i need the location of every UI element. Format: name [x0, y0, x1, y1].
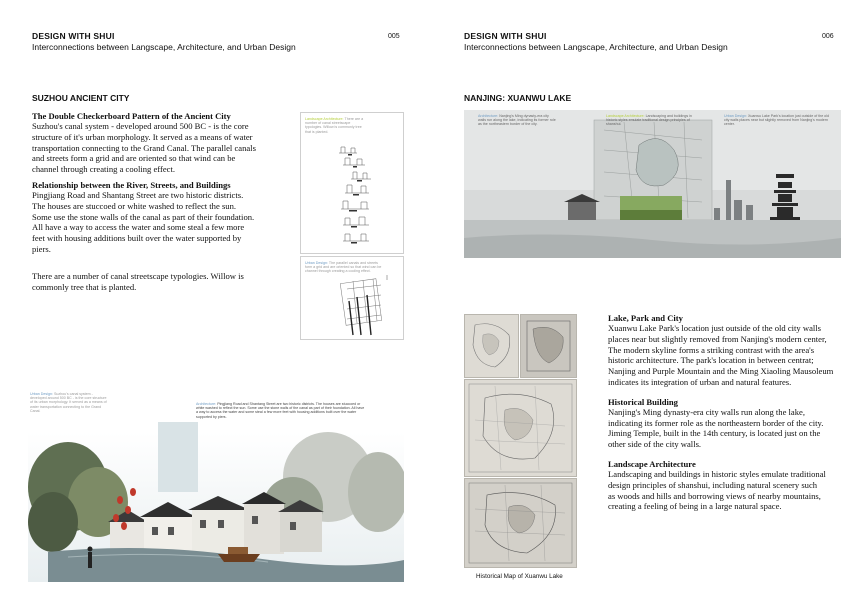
collage-illustration — [28, 392, 404, 582]
block-heading: The Double Checkerboard Pattern of the Ancient City — [32, 111, 231, 121]
text-line: creating a feeling of being in a large natural space. — [608, 501, 782, 512]
streetscape-typology-diagram — [300, 112, 404, 254]
text-line: as woods and hills and borrowing views of nearby mountains, — [608, 490, 821, 501]
text-line: channel through creating a cooling effect. — [32, 164, 176, 175]
plan-note-text: The parallel canals and streets form a grid and are oriented so that wind can be channel through creating a cooling effect. — [305, 261, 382, 274]
text-line: The houses are stuccoed or white washed to reflect the sun. — [32, 200, 237, 211]
historical-map-large — [464, 478, 577, 568]
text-line: and streets form a grid and are oriented so that wind can be — [32, 153, 236, 164]
text-line: indicating its former role as the northeastern border of the city. — [608, 417, 824, 428]
map-sketch — [521, 315, 576, 377]
historical-map-large — [464, 379, 577, 477]
banner-note-1 — [478, 114, 556, 127]
banner-note-text: Xuanwu Lake Park's location just outside of the old city walls places near but slightly removed from Nanjing's modern center. — [724, 114, 829, 127]
plan-note-label: Urban Design: — [305, 261, 328, 265]
collage-arch-note — [196, 402, 366, 419]
banner-note-label: Landscape Architecture: — [606, 114, 645, 118]
banner-note-label: Architecture: — [478, 114, 499, 118]
text-line: The modern skyline forms a striking contrast with the area's — [608, 344, 815, 355]
text-line: Xuanwu Lake Park's location just outside of the old city walls — [608, 323, 822, 333]
text-line: structure of it's urban morphology. It served as a means of water — [32, 131, 253, 142]
block-heading: Historical Building — [608, 396, 678, 407]
text-line: design principles of shanshui, including natural scenery such — [608, 479, 818, 490]
left-section-title: SUZHOU ANCIENT CITY — [32, 93, 130, 103]
right-section-title: NANJING: XUANWU LAKE — [464, 93, 572, 103]
diagram-note-text: There are a number of canal streetscape typologies. Willow is commonly tree that is planted. — [305, 117, 364, 134]
historical-map-thumb — [464, 314, 519, 378]
right-page-number: 006 — [822, 33, 834, 40]
text-line: Suzhou's canal system - developed around 500 BC - is the core — [32, 121, 249, 131]
text-line: Jiming Temple, built in the 14th century, is located just on the — [608, 428, 821, 439]
text-line: historic architecture. The park's location in between centrat; — [608, 355, 814, 366]
map-sketch — [465, 380, 576, 476]
text-line: Landscaping and buildings in historic styles emulate traditional — [608, 468, 826, 479]
collage-urban-note — [30, 392, 110, 413]
block-heading: Relationship between the River, Streets, and Buildings — [32, 179, 231, 190]
collage-urban-label: Urban Design: — [30, 392, 53, 396]
historical-map-thumb — [520, 314, 577, 378]
collage-arch-text: Pingjiang Road and Shantang Street are two historic districts. The houses are stuccoed or white washed to reflect the sun. Some use the stone walls of the canal as part of their foundation. All have a way to access the water and some steal a few more feet with housing additions built over the water supported by piers. — [196, 402, 365, 419]
collage-urban-text: Suzhou's canal system - developed around 500 BC - is the core structure of its urban morphology. It served as a means of water transportation connecting to the Grand Canal. — [30, 392, 107, 413]
text-line: All have a way to access the water and some steal a few more — [32, 222, 245, 233]
text-line: other side of the city walls. — [608, 439, 702, 450]
text-line: Nanjing's Ming dynasty-era city walls run along the lake, — [608, 406, 806, 417]
grid-plan-drawing — [301, 257, 403, 339]
right-text-column — [608, 313, 840, 512]
text-line: indicates its integration of urban and natural features. — [608, 376, 792, 387]
text-line: Nanjing and Purple Mountain and the Ming Xiaoling Mausoleum — [608, 366, 834, 377]
text-line: transportation connecting to the Grand Canal. The parallel canals — [32, 142, 256, 153]
text-line: There are a number of canal streetscape typologies. Willow is — [32, 270, 244, 281]
text-line: piers. — [32, 243, 51, 254]
xuanwu-lake-banner — [464, 110, 841, 258]
canal-grid-plan — [300, 256, 404, 340]
text-line: Some use the stone walls of the canal as part of their foundation. — [32, 211, 255, 222]
map-sketch — [465, 479, 576, 567]
block-heading: Lake, Park and City — [608, 313, 683, 323]
block-heading: Landscape Architecture — [608, 458, 696, 469]
right-header-subtitle: Interconnections between Langscape, Architecture, and Urban Design — [464, 42, 728, 52]
banner-note-2 — [606, 114, 692, 127]
text-line: commonly tree that is planted. — [32, 281, 137, 292]
text-line: places near but slightly removed from Nanjing's modern center, — [608, 333, 827, 344]
left-header-title: DESIGN WITH SHUI — [32, 31, 115, 41]
text-line: feet with housing additions built over the water supported by — [32, 233, 242, 244]
left-page-number: 005 — [388, 33, 400, 40]
diagram-note-label: Landscape Architecture: — [305, 117, 344, 121]
banner-note-text: Landscaping and buildings in historic styles emulate traditional design principles of shanshui. — [606, 114, 692, 127]
banner-note-3 — [724, 114, 834, 127]
map-sketch — [465, 315, 518, 377]
map-caption: Historical Map of Xuanwu Lake — [476, 573, 563, 580]
banner-note-label: Urban Design: — [724, 114, 747, 118]
collage-arch-label: Architecture: — [196, 402, 217, 406]
suzhou-canal-collage — [28, 392, 404, 582]
banner-note-text: Nanjing's Ming dynasty-era city walls run along the lake, indicating its former role as the northeastern border of the city. — [478, 114, 556, 127]
section-sketches — [301, 113, 403, 253]
text-line: Pingjiang Road and Shantang Street are two historic districts. — [32, 189, 244, 200]
right-header-title: DESIGN WITH SHUI — [464, 31, 547, 41]
banner-illustration — [464, 110, 841, 258]
left-text-column — [32, 111, 290, 292]
left-header-subtitle: Interconnections between Langscape, Architecture, and Urban Design — [32, 42, 296, 52]
